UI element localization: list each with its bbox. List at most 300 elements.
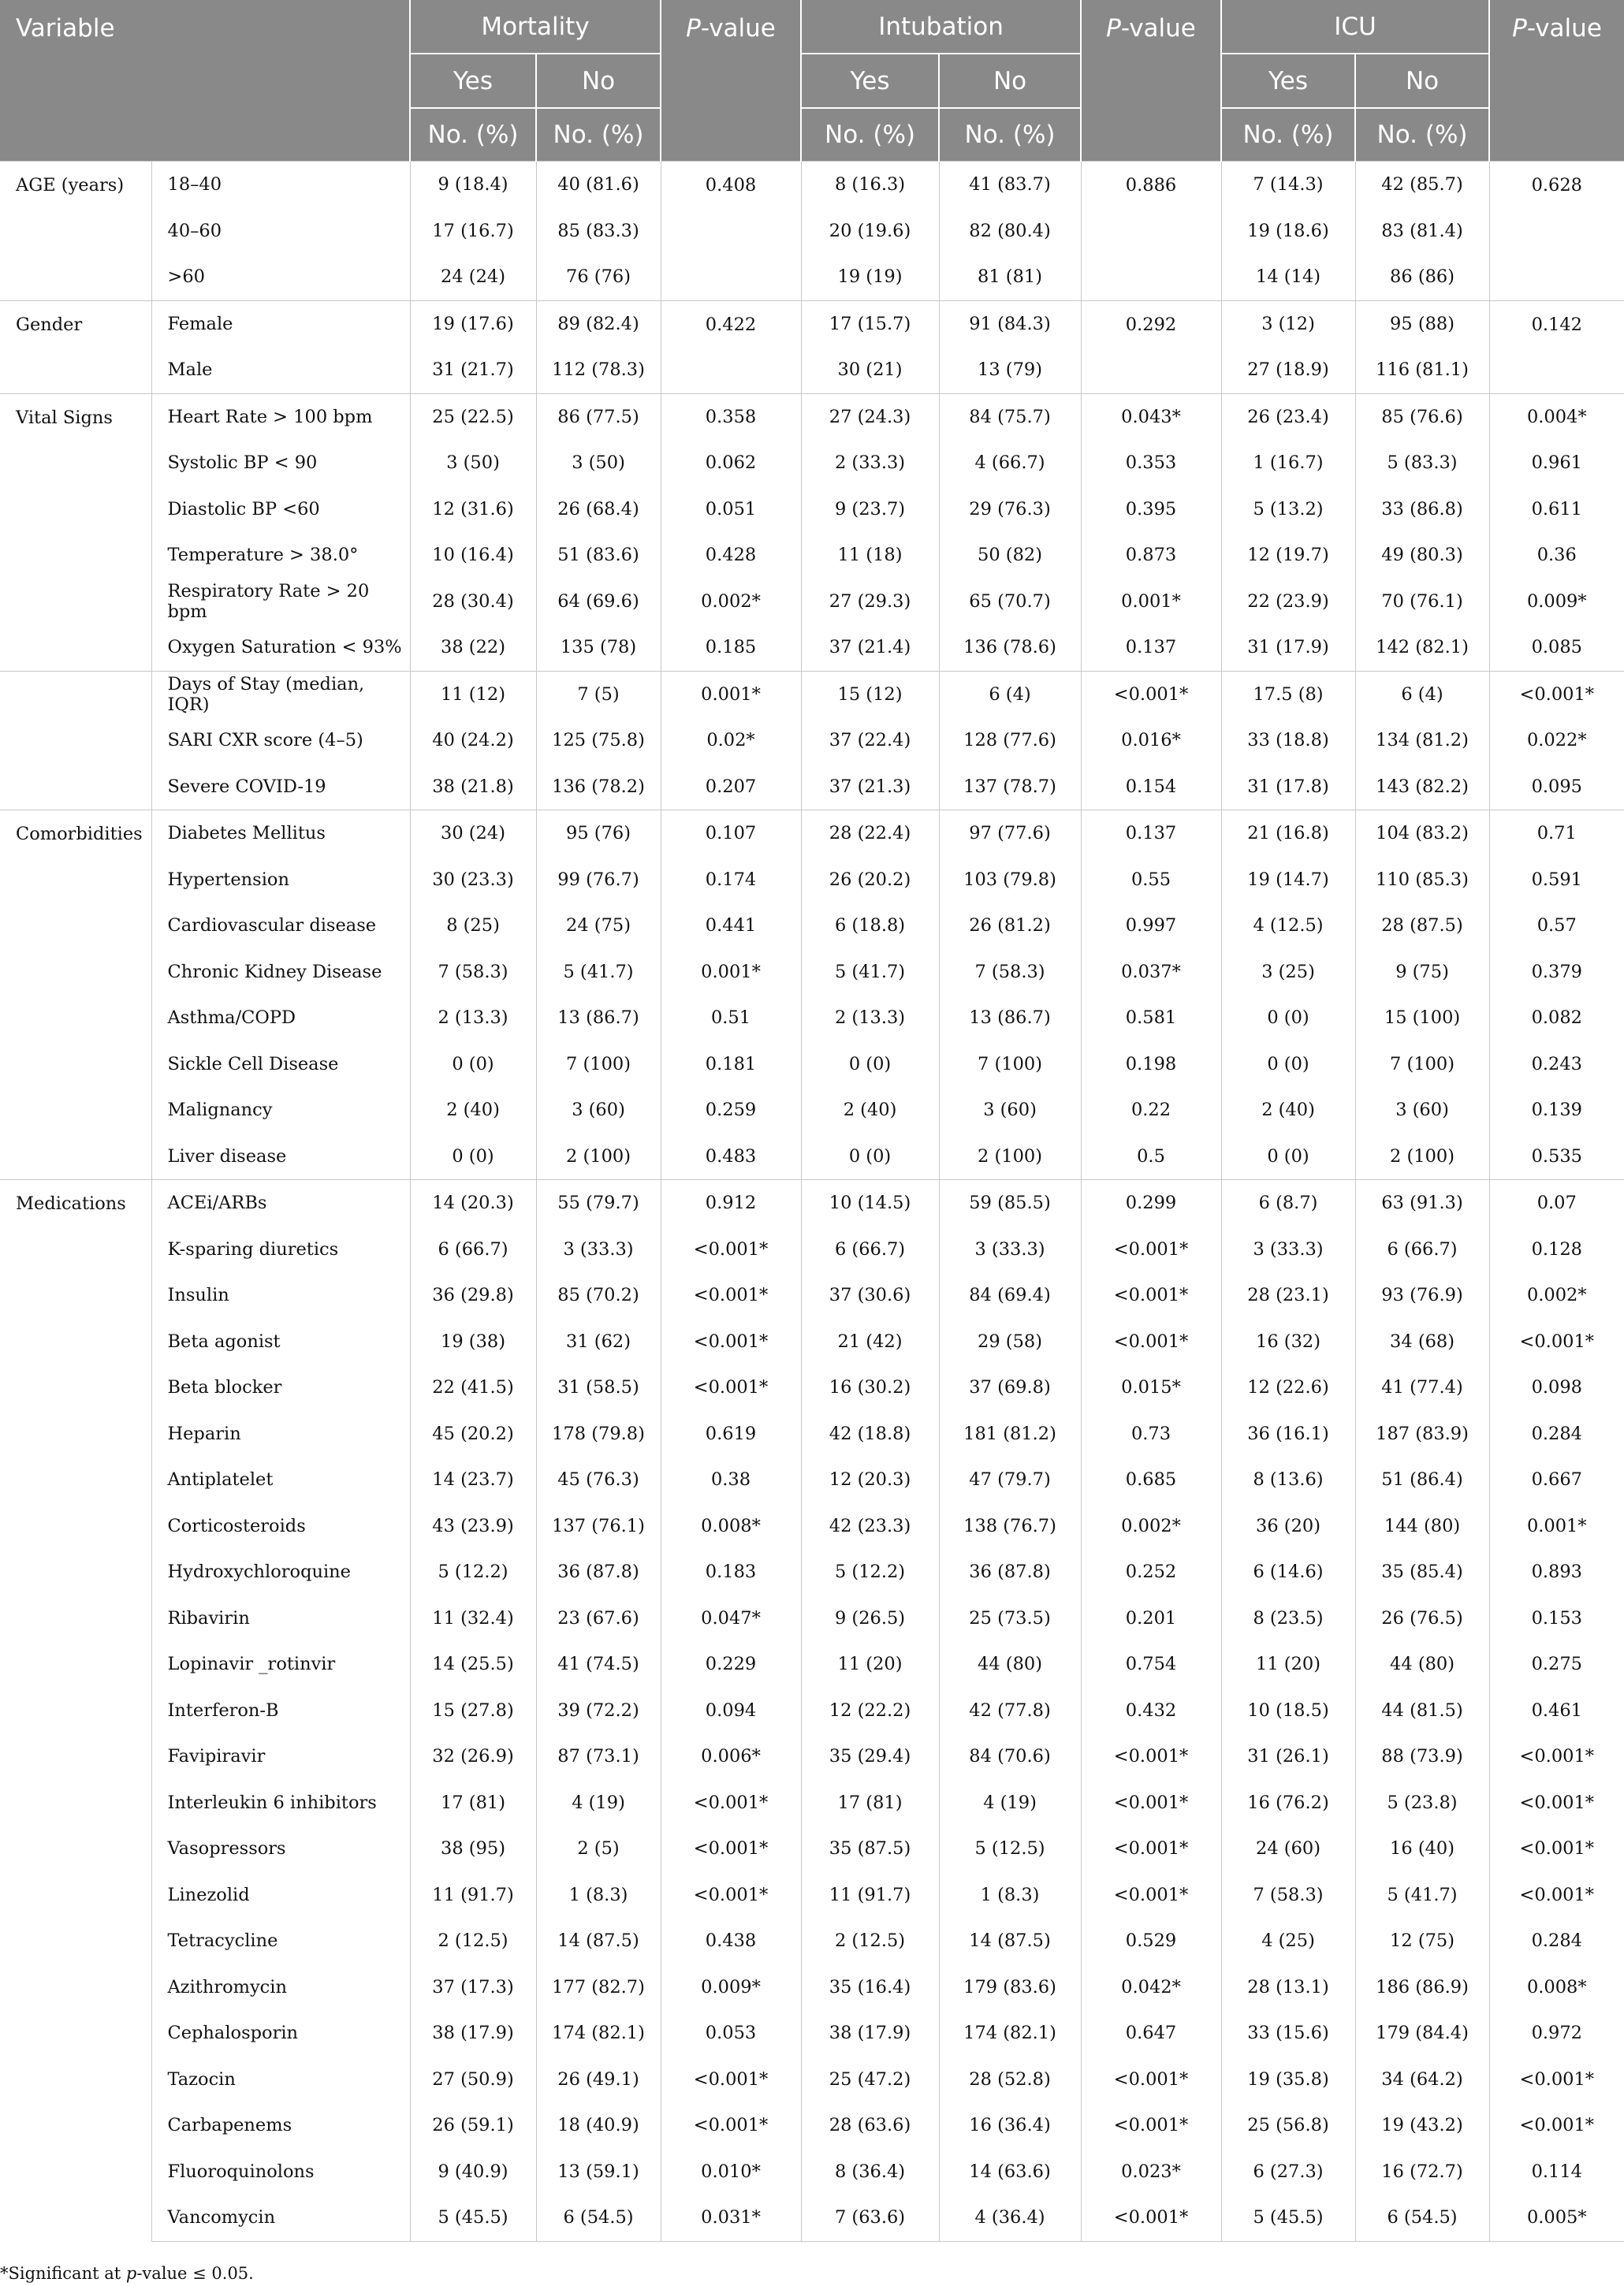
count-yes: 8 (13.6) [1221, 1457, 1355, 1503]
count-yes: 25 (22.5) [410, 393, 536, 440]
count-yes: 19 (19) [801, 254, 939, 300]
p-value: 0.428 [661, 532, 801, 579]
variable-name: Severe COVID-19 [151, 764, 410, 810]
count-yes: 7 (14.3) [1221, 162, 1355, 208]
count-no: 181 (81.2) [939, 1411, 1081, 1458]
count-no: 42 (77.8) [939, 1688, 1081, 1734]
p-value: 0.997 [1081, 903, 1221, 949]
p-value: <0.001* [661, 1319, 801, 1365]
count-yes: 10 (14.5) [801, 1180, 939, 1227]
count-no: 3 (33.3) [536, 1227, 661, 1273]
count-yes: 1 (16.7) [1221, 440, 1355, 486]
count-no: 13 (86.7) [939, 995, 1081, 1041]
table-row [0, 949, 1624, 996]
count-no: 26 (76.5) [1355, 1595, 1489, 1642]
count-yes: 28 (22.4) [801, 810, 939, 857]
count-no: 5 (23.8) [1355, 1780, 1489, 1826]
count-yes: 24 (60) [1221, 1826, 1355, 1872]
group-label: Comorbidities [0, 810, 151, 1180]
count-no: 137 (78.7) [939, 764, 1081, 810]
count-yes: 3 (33.3) [1221, 1227, 1355, 1273]
p-value: 0.22 [1081, 1087, 1221, 1134]
count-no: 41 (77.4) [1355, 1365, 1489, 1411]
count-yes: 2 (40) [410, 1087, 536, 1134]
count-no: 76 (76) [536, 254, 661, 300]
count-yes: 3 (12) [1221, 300, 1355, 347]
count-no: 142 (82.1) [1355, 624, 1489, 671]
count-no: 95 (76) [536, 810, 661, 857]
p-value: <0.001* [661, 1826, 801, 1872]
count-yes: 2 (13.3) [801, 995, 939, 1041]
count-no: 34 (68) [1355, 1319, 1489, 1365]
count-yes: 10 (16.4) [410, 532, 536, 579]
count-yes: 35 (29.4) [801, 1733, 939, 1780]
table-row [0, 1733, 1624, 1780]
count-yes: 14 (14) [1221, 254, 1355, 300]
header-variable: Variable [0, 0, 410, 162]
table-row [0, 1134, 1624, 1180]
count-no: 64 (69.6) [536, 579, 661, 625]
table-row [0, 254, 1624, 300]
pvalue-suffix: -value [1526, 14, 1602, 43]
count-no: 2 (100) [939, 1134, 1081, 1180]
count-yes: 5 (41.7) [801, 949, 939, 996]
count-yes: 12 (20.3) [801, 1457, 939, 1503]
group-label: Gender [0, 300, 151, 393]
table-row [0, 2057, 1624, 2103]
count-yes: 0 (0) [801, 1041, 939, 1088]
count-yes: 31 (26.1) [1221, 1733, 1355, 1780]
header-count-percent: No. (%) [410, 108, 536, 162]
count-yes: 17 (81) [410, 1780, 536, 1826]
count-yes: 9 (23.7) [801, 486, 939, 533]
count-no: 125 (75.8) [536, 717, 661, 764]
table-header [0, 0, 1624, 162]
count-yes: 2 (12.5) [410, 1918, 536, 1964]
count-yes: 37 (17.3) [410, 1964, 536, 2011]
variable-name: Vasopressors [151, 1826, 410, 1872]
p-value: 0.042* [1081, 1964, 1221, 2011]
count-yes: 0 (0) [801, 1134, 939, 1180]
variable-name: K-sparing diuretics [151, 1227, 410, 1273]
header-count-percent: No. (%) [536, 108, 661, 162]
variable-name: Ribavirin [151, 1595, 410, 1642]
count-yes: 0 (0) [1221, 995, 1355, 1041]
count-yes: 7 (63.6) [801, 2195, 939, 2241]
count-yes: 37 (21.4) [801, 624, 939, 671]
count-no: 6 (4) [939, 671, 1081, 717]
p-value: 0.005* [1489, 2195, 1624, 2241]
p-value: 0.001* [661, 949, 801, 996]
count-no: 2 (100) [536, 1134, 661, 1180]
count-no: 99 (76.7) [536, 857, 661, 903]
header-count-percent: No. (%) [1221, 108, 1355, 162]
count-yes: 19 (18.6) [1221, 208, 1355, 255]
p-value: 0.142 [1489, 300, 1624, 393]
count-no: 179 (84.4) [1355, 2010, 1489, 2057]
p-value: 0.57 [1489, 903, 1624, 949]
count-no: 174 (82.1) [536, 2010, 661, 2057]
count-no: 5 (12.5) [939, 1826, 1081, 1872]
p-value: <0.001* [661, 2102, 801, 2149]
p-value: <0.001* [1081, 1319, 1221, 1365]
count-no: 2 (5) [536, 1826, 661, 1872]
p-value: <0.001* [1081, 1780, 1221, 1826]
count-yes: 0 (0) [410, 1134, 536, 1180]
table-row [0, 1411, 1624, 1458]
table-row [0, 532, 1624, 579]
variable-name: Beta blocker [151, 1365, 410, 1411]
p-value: 0.207 [661, 764, 801, 810]
count-no: 89 (82.4) [536, 300, 661, 347]
count-yes: 19 (17.6) [410, 300, 536, 347]
count-no: 104 (83.2) [1355, 810, 1489, 857]
header-pvalue-icu [1489, 0, 1624, 162]
p-value: 0.432 [1081, 1688, 1221, 1734]
table-row [0, 717, 1624, 764]
p-value: 0.284 [1489, 1411, 1624, 1458]
count-yes: 12 (22.2) [801, 1688, 939, 1734]
count-yes: 14 (20.3) [410, 1180, 536, 1227]
count-yes: 5 (12.2) [801, 1549, 939, 1595]
count-no: 44 (80) [939, 1641, 1081, 1688]
count-yes: 40 (24.2) [410, 717, 536, 764]
variable-name: Cephalosporin [151, 2010, 410, 2057]
header-count-percent: No. (%) [1355, 108, 1489, 162]
p-value: 0.001* [1081, 579, 1221, 625]
p-value: 0.229 [661, 1641, 801, 1688]
p-value: 0.043* [1081, 393, 1221, 440]
count-yes: 43 (23.9) [410, 1503, 536, 1550]
p-value: 0.137 [1081, 810, 1221, 857]
table-row [0, 764, 1624, 810]
variable-name: Diabetes Mellitus [151, 810, 410, 857]
p-value: 0.031* [661, 2195, 801, 2241]
table-row [0, 1087, 1624, 1134]
p-value: 0.016* [1081, 717, 1221, 764]
count-no: 3 (60) [536, 1087, 661, 1134]
header-mortality: Mortality [410, 0, 661, 54]
table-row [0, 857, 1624, 903]
count-yes: 17.5 (8) [1221, 671, 1355, 717]
count-no: 85 (70.2) [536, 1272, 661, 1319]
p-value: 0.201 [1081, 1595, 1221, 1642]
count-no: 7 (100) [536, 1041, 661, 1088]
p-value: 0.082 [1489, 995, 1624, 1041]
variable-name: Male [151, 347, 410, 393]
count-no: 14 (63.6) [939, 2149, 1081, 2195]
count-yes: 17 (81) [801, 1780, 939, 1826]
count-yes: 12 (31.6) [410, 486, 536, 533]
count-no: 187 (83.9) [1355, 1411, 1489, 1458]
count-no: 28 (52.8) [939, 2057, 1081, 2103]
p-value: <0.001* [1489, 671, 1624, 717]
variable-name: SARI CXR score (4–5) [151, 717, 410, 764]
p-value: <0.001* [1489, 1826, 1624, 1872]
count-yes: 28 (13.1) [1221, 1964, 1355, 2011]
count-yes: 30 (21) [801, 347, 939, 393]
p-value: 0.611 [1489, 486, 1624, 533]
variable-name: Respiratory Rate > 20 bpm [151, 579, 410, 625]
p-value: 0.379 [1489, 949, 1624, 996]
header-count-percent: No. (%) [939, 108, 1081, 162]
table-row [0, 1918, 1624, 1964]
p-value: 0.001* [661, 671, 801, 717]
p-value: 0.198 [1081, 1041, 1221, 1088]
count-no: 39 (72.2) [536, 1688, 661, 1734]
count-yes: 9 (26.5) [801, 1595, 939, 1642]
count-no: 41 (83.7) [939, 162, 1081, 208]
count-yes: 26 (23.4) [1221, 393, 1355, 440]
table-row [0, 1365, 1624, 1411]
count-no: 84 (70.6) [939, 1733, 1081, 1780]
p-value: 0.094 [661, 1688, 801, 1734]
p-value: <0.001* [1081, 1872, 1221, 1919]
count-no: 12 (75) [1355, 1918, 1489, 1964]
table-row [0, 486, 1624, 533]
group-label [0, 671, 151, 810]
count-no: 85 (76.6) [1355, 393, 1489, 440]
count-yes: 38 (95) [410, 1826, 536, 1872]
p-value: <0.001* [1489, 1733, 1624, 1780]
variable-name: Sickle Cell Disease [151, 1041, 410, 1088]
p-value: 0.972 [1489, 2010, 1624, 2057]
count-no: 36 (87.8) [939, 1549, 1081, 1595]
footnote [0, 2264, 254, 2283]
count-yes: 16 (30.2) [801, 1365, 939, 1411]
variable-name: Oxygen Saturation < 93% [151, 624, 410, 671]
p-value: 0.259 [661, 1087, 801, 1134]
count-no: 16 (40) [1355, 1826, 1489, 1872]
p-value: 0.51 [661, 995, 801, 1041]
p-value: 0.009* [1489, 579, 1624, 625]
table-row [0, 440, 1624, 486]
variable-name: Lopinavir _rotinvir [151, 1641, 410, 1688]
count-no: 65 (70.7) [939, 579, 1081, 625]
count-no: 93 (76.9) [1355, 1272, 1489, 1319]
count-no: 23 (67.6) [536, 1595, 661, 1642]
count-no: 6 (4) [1355, 671, 1489, 717]
footnote-rest: -value ≤ 0.05. [136, 2264, 254, 2283]
count-no: 137 (76.1) [536, 1503, 661, 1550]
count-yes: 11 (12) [410, 671, 536, 717]
count-yes: 3 (50) [410, 440, 536, 486]
variable-name: Favipiravir [151, 1733, 410, 1780]
count-yes: 10 (18.5) [1221, 1688, 1355, 1734]
p-value: 0.137 [1081, 624, 1221, 671]
table-row [0, 579, 1624, 625]
p-value: 0.647 [1081, 2010, 1221, 2057]
count-yes: 5 (13.2) [1221, 486, 1355, 533]
p-value: 0.299 [1081, 1180, 1221, 1227]
count-no: 81 (81) [939, 254, 1081, 300]
count-no: 6 (66.7) [1355, 1227, 1489, 1273]
count-yes: 36 (29.8) [410, 1272, 536, 1319]
count-no: 95 (88) [1355, 300, 1489, 347]
p-value: 0.07 [1489, 1180, 1624, 1227]
p-value: 0.483 [661, 1134, 801, 1180]
variable-name: Beta agonist [151, 1319, 410, 1365]
variable-name: Heparin [151, 1411, 410, 1458]
table-row [0, 624, 1624, 671]
count-no: 86 (77.5) [536, 393, 661, 440]
p-value: 0.581 [1081, 995, 1221, 1041]
count-yes: 31 (17.9) [1221, 624, 1355, 671]
pvalue-suffix: -value [1120, 14, 1196, 43]
count-yes: 19 (38) [410, 1319, 536, 1365]
count-yes: 28 (30.4) [410, 579, 536, 625]
count-yes: 21 (16.8) [1221, 810, 1355, 857]
variable-name: Carbapenems [151, 2102, 410, 2149]
table-row [0, 1549, 1624, 1595]
count-yes: 2 (33.3) [801, 440, 939, 486]
count-yes: 11 (20) [1221, 1641, 1355, 1688]
count-no: 2 (100) [1355, 1134, 1489, 1180]
p-value: 0.628 [1489, 162, 1624, 301]
count-yes: 15 (27.8) [410, 1688, 536, 1734]
p-value: 0.438 [661, 1918, 801, 1964]
count-yes: 11 (91.7) [410, 1872, 536, 1919]
p-value: 0.010* [661, 2149, 801, 2195]
p-value: 0.023* [1081, 2149, 1221, 2195]
count-yes: 4 (25) [1221, 1918, 1355, 1964]
count-no: 26 (49.1) [536, 2057, 661, 2103]
table-row [0, 347, 1624, 393]
count-yes: 11 (18) [801, 532, 939, 579]
count-no: 16 (72.7) [1355, 2149, 1489, 2195]
count-yes: 19 (35.8) [1221, 2057, 1355, 2103]
p-value: 0.047* [661, 1595, 801, 1642]
count-yes: 25 (56.8) [1221, 2102, 1355, 2149]
variable-name: Days of Stay (median, IQR) [151, 671, 410, 717]
p-value: <0.001* [1081, 1227, 1221, 1273]
table-row [0, 1503, 1624, 1550]
count-yes: 36 (20) [1221, 1503, 1355, 1550]
p-value: 0.961 [1489, 440, 1624, 486]
count-no: 82 (80.4) [939, 208, 1081, 255]
count-no: 110 (85.3) [1355, 857, 1489, 903]
count-no: 83 (81.4) [1355, 208, 1489, 255]
variable-name: Diastolic BP <60 [151, 486, 410, 533]
p-value: <0.001* [1081, 671, 1221, 717]
count-no: 85 (83.3) [536, 208, 661, 255]
p-value: 0.053 [661, 2010, 801, 2057]
variable-name: Azithromycin [151, 1964, 410, 2011]
count-no: 16 (36.4) [939, 2102, 1081, 2149]
pvalue-italic-p: P [686, 14, 701, 43]
p-value: 0.139 [1489, 1087, 1624, 1134]
p-value: <0.001* [1081, 2102, 1221, 2149]
count-no: 29 (58) [939, 1319, 1081, 1365]
count-yes: 35 (87.5) [801, 1826, 939, 1872]
table-row [0, 1457, 1624, 1503]
count-no: 59 (85.5) [939, 1180, 1081, 1227]
count-no: 144 (80) [1355, 1503, 1489, 1550]
p-value: 0.002* [1081, 1503, 1221, 1550]
variable-name: Chronic Kidney Disease [151, 949, 410, 996]
p-value: 0.441 [661, 903, 801, 949]
table-row [0, 1272, 1624, 1319]
count-no: 13 (86.7) [536, 995, 661, 1041]
count-yes: 7 (58.3) [410, 949, 536, 996]
count-no: 7 (100) [939, 1041, 1081, 1088]
count-no: 174 (82.1) [939, 2010, 1081, 2057]
p-value: 0.408 [661, 162, 801, 301]
count-no: 143 (82.2) [1355, 764, 1489, 810]
count-yes: 7 (58.3) [1221, 1872, 1355, 1919]
variable-name: Temperature > 38.0° [151, 532, 410, 579]
count-yes: 14 (25.5) [410, 1641, 536, 1688]
count-yes: 31 (17.8) [1221, 764, 1355, 810]
p-value: 0.174 [661, 857, 801, 903]
p-value: 0.395 [1081, 486, 1221, 533]
count-yes: 30 (23.3) [410, 857, 536, 903]
count-yes: 0 (0) [1221, 1041, 1355, 1088]
count-no: 186 (86.9) [1355, 1964, 1489, 2011]
count-yes: 38 (21.8) [410, 764, 536, 810]
count-yes: 6 (18.8) [801, 903, 939, 949]
p-value: <0.001* [1489, 1780, 1624, 1826]
table-row [0, 810, 1624, 857]
count-yes: 0 (0) [410, 1041, 536, 1088]
count-no: 29 (76.3) [939, 486, 1081, 533]
p-value: 0.912 [661, 1180, 801, 1227]
count-yes: 11 (20) [801, 1641, 939, 1688]
variable-name: Systolic BP < 90 [151, 440, 410, 486]
count-yes: 20 (19.6) [801, 208, 939, 255]
header-no: No [1355, 54, 1489, 108]
count-no: 5 (83.3) [1355, 440, 1489, 486]
count-yes: 45 (20.2) [410, 1411, 536, 1458]
variable-name: >60 [151, 254, 410, 300]
count-yes: 33 (15.6) [1221, 2010, 1355, 2057]
table-row [0, 903, 1624, 949]
count-no: 40 (81.6) [536, 162, 661, 208]
count-yes: 22 (41.5) [410, 1365, 536, 1411]
count-no: 28 (87.5) [1355, 903, 1489, 949]
p-value: <0.001* [661, 1272, 801, 1319]
count-no: 55 (79.7) [536, 1180, 661, 1227]
variable-name: Malignancy [151, 1087, 410, 1134]
p-value: 0.55 [1081, 857, 1221, 903]
count-no: 15 (100) [1355, 995, 1489, 1041]
variable-name: Female [151, 300, 410, 347]
p-value: 0.022* [1489, 717, 1624, 764]
p-value: 0.353 [1081, 440, 1221, 486]
count-no: 18 (40.9) [536, 2102, 661, 2149]
p-value: 0.529 [1081, 1918, 1221, 1964]
variable-name: Antiplatelet [151, 1457, 410, 1503]
count-no: 41 (74.5) [536, 1641, 661, 1688]
p-value: 0.535 [1489, 1134, 1624, 1180]
p-value: 0.008* [661, 1503, 801, 1550]
count-no: 14 (87.5) [939, 1918, 1081, 1964]
p-value: 0.185 [661, 624, 801, 671]
table-row [0, 1641, 1624, 1688]
p-value: 0.292 [1081, 300, 1221, 393]
count-yes: 27 (29.3) [801, 579, 939, 625]
p-value: 0.886 [1081, 162, 1221, 301]
count-no: 138 (76.7) [939, 1503, 1081, 1550]
count-yes: 5 (45.5) [1221, 2195, 1355, 2241]
group-label: Vital Signs [0, 393, 151, 671]
count-no: 134 (81.2) [1355, 717, 1489, 764]
count-yes: 25 (47.2) [801, 2057, 939, 2103]
p-value: 0.619 [661, 1411, 801, 1458]
count-no: 136 (78.2) [536, 764, 661, 810]
p-value: <0.001* [661, 1227, 801, 1273]
table-row [0, 208, 1624, 255]
